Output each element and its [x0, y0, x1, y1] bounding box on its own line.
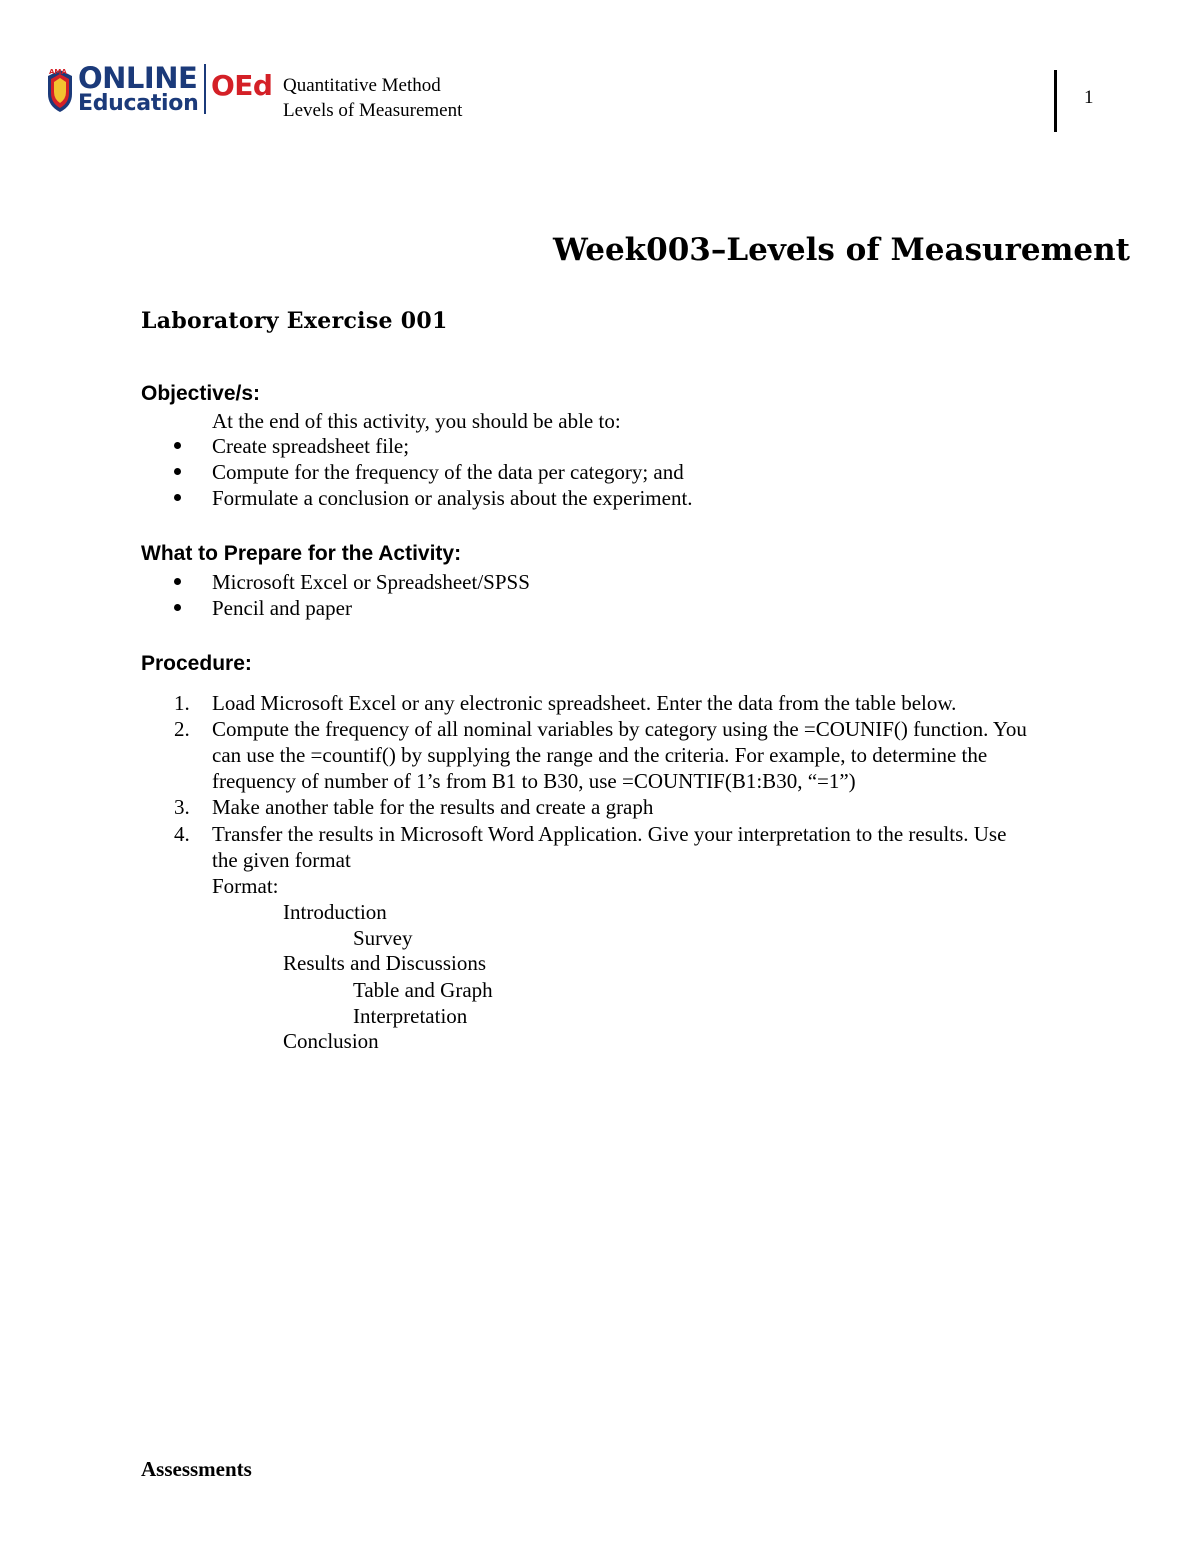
logo-online-text: ONLINE — [78, 61, 198, 95]
objective-item: Formulate a conclusion or analysis about the experiment. — [212, 486, 693, 510]
page-number: 1 — [1084, 87, 1094, 108]
header-course: Quantitative Method — [283, 75, 441, 96]
bullet-icon — [174, 604, 181, 611]
step-text: the given format — [212, 848, 351, 872]
format-survey: Survey — [353, 926, 413, 950]
format-interpretation: Interpretation — [353, 1004, 468, 1028]
online-education-logo — [46, 62, 278, 120]
header-rule — [1054, 70, 1057, 132]
objective-item: Compute for the frequency of the data per category; and — [212, 460, 684, 484]
objectives-heading: Objective/s: — [141, 382, 261, 405]
step-number: 1. — [174, 691, 190, 715]
objective-item: Create spreadsheet file; — [212, 434, 410, 458]
prepare-item: Microsoft Excel or Spreadsheet/SPSS — [212, 570, 530, 594]
format-conclusion: Conclusion — [283, 1029, 379, 1053]
step-text: Make another table for the results and create a graph — [212, 795, 654, 819]
document-title: Week003–Levels of Measurement — [552, 232, 1130, 268]
exercise-title: Laboratory Exercise 001 — [141, 308, 448, 334]
step-text: can use the =countif() by supplying the range and the criteria. For example, to determine the — [212, 743, 988, 767]
bullet-icon — [174, 442, 181, 449]
objectives-intro: At the end of this activity, you should be able to: — [212, 409, 621, 433]
step-text: frequency of number of 1’s from B1 to B30, use =COUNTIF(B1:B30, “=1”) — [212, 769, 856, 793]
step-text: Transfer the results in Microsoft Word Application. Give your interpretation to the results. Use — [212, 822, 1007, 846]
prepare-item: Pencil and paper — [212, 596, 352, 620]
prepare-heading: What to Prepare for the Activity: — [141, 542, 462, 565]
ama-shield-icon — [46, 66, 74, 114]
format-results: Results and Discussions — [283, 951, 487, 975]
step-number: 4. — [174, 822, 190, 846]
logo-oed-text: OEd — [211, 69, 273, 102]
svg-text:AMA: AMA — [49, 68, 67, 76]
format-table-graph: Table and Graph — [353, 978, 493, 1002]
header-topic: Levels of Measurement — [283, 100, 463, 121]
logo-divider — [204, 64, 206, 114]
logo-education-text: Education — [78, 91, 199, 116]
step-text: Load Microsoft Excel or any electronic spreadsheet. Enter the data from the table below. — [212, 691, 957, 715]
assessments-heading: Assessments — [141, 1457, 252, 1481]
bullet-icon — [174, 578, 181, 585]
step-number: 3. — [174, 795, 190, 819]
step-text: Compute the frequency of all nominal variables by category using the =COUNIF() function. You — [212, 717, 1027, 741]
bullet-icon — [174, 468, 181, 475]
step-number: 2. — [174, 717, 190, 741]
bullet-icon — [174, 494, 181, 501]
procedure-heading: Procedure: — [141, 652, 252, 675]
format-label: Format: — [212, 874, 279, 898]
format-introduction: Introduction — [283, 900, 387, 924]
